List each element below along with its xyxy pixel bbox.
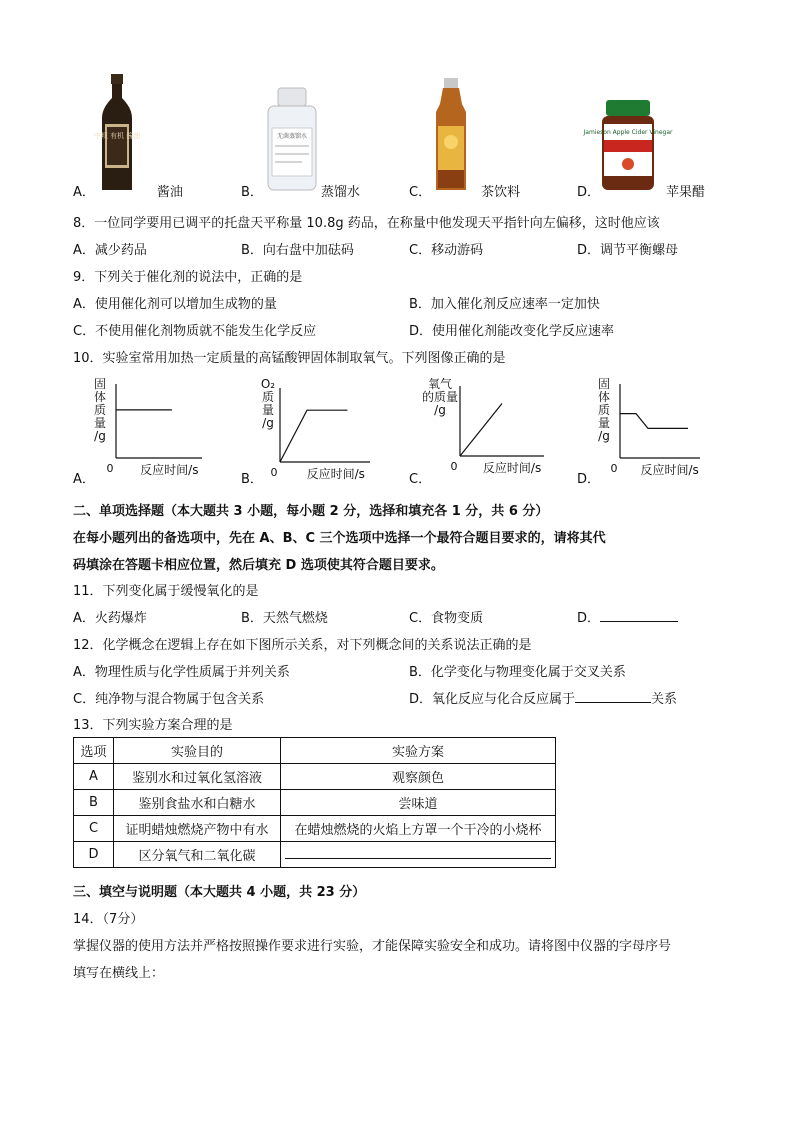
tea-drink-bottle-image (432, 78, 470, 192)
q11-stem: 11．下列变化属于缓慢氧化的是 (73, 584, 259, 599)
y-axis-label: 质 (261, 390, 275, 404)
table-header-cell: 实验方案 (281, 738, 556, 764)
q7-option-a: A． 酱油 (73, 185, 183, 200)
q14-number: 14．（7分） (73, 912, 144, 927)
y-axis-label: /g (262, 416, 274, 430)
apple-vinegar-bottle-image (583, 100, 673, 192)
origin-label: 0 (270, 466, 278, 479)
q8-option-a: A．减少药品 (73, 243, 147, 258)
q14-text-2: 填写在横线上： (73, 966, 165, 981)
q11-option-b: B．天然气燃烧 (241, 611, 328, 626)
vinegar-bottle-label: Jamieson Apple Cider Vinegar (583, 129, 673, 136)
table-cell: 观察颜色 (281, 764, 556, 790)
y-axis-label: 固 (93, 377, 107, 391)
q7-option-d: D． 苹果醋 (577, 185, 706, 200)
x-axis-label: 反应时间/s (306, 467, 365, 481)
q10-letter-b: B． (241, 472, 263, 487)
origin-label: 0 (450, 460, 458, 473)
water-bottle-label: 无菌蒸馏水 (276, 133, 308, 140)
q9-stem: 9．下列关于催化剂的说法中，正确的是 (73, 270, 303, 285)
y-axis-label: /g (434, 403, 446, 417)
y-axis-label: /g (94, 429, 106, 443)
q9-option-a: A．使用催化剂可以增加生成物的量 (73, 297, 277, 312)
data-line (280, 410, 348, 462)
table-header-cell: 选项 (74, 738, 114, 764)
x-axis-label: 反应时间/s (640, 463, 699, 477)
table-cell: 区分氧气和二氧化碳 (114, 842, 281, 868)
table-cell: C (74, 816, 114, 842)
table-row (74, 790, 556, 816)
y-axis-label: 质 (597, 403, 611, 417)
section3-title: 三、填空与说明题（本大题共 4 小题，共 23 分） (73, 885, 366, 900)
table-row (74, 842, 556, 868)
q10-graph-c (421, 377, 551, 478)
q10-stem: 10．实验室常用加热一定质量的高锰酸钾固体制取氧气。下列图像正确的是 (73, 351, 506, 366)
table-cell (281, 842, 556, 868)
table-header-cell: 实验目的 (114, 738, 281, 764)
y-axis-label: /g (598, 429, 610, 443)
q13-stem: 13．下列实验方案合理的是 (73, 718, 233, 733)
data-line (460, 404, 502, 457)
section2-instruction-2: 码填涂在答题卡相应位置，然后填充 D 选项使其符合题目要求。 (73, 558, 444, 573)
y-axis-label: 量 (261, 403, 275, 417)
table-cell: 尝味道 (281, 790, 556, 816)
y-axis-label: 的质量 (421, 390, 459, 404)
q7-option-b: B． 蒸馏水 (241, 185, 360, 200)
y-axis-label: 体 (597, 390, 611, 404)
q8-option-c: C．移动游码 (409, 243, 484, 258)
q8-option-d: D．调节平衡螺母 (577, 243, 679, 258)
q10-letter-c: C． (409, 472, 432, 487)
q11-answer-blank[interactable] (600, 609, 678, 622)
y-axis-label: 固 (597, 377, 611, 391)
q11-option-d: D． (577, 607, 678, 626)
y-axis-label: 氧气 (427, 377, 453, 391)
x-axis-label: 反应时间/s (482, 461, 542, 475)
q10-letter-d: D． (577, 472, 601, 487)
table-cell: D (74, 842, 114, 868)
y-axis-label: 体 (93, 390, 107, 404)
q12-option-a: A．物理性质与化学性质属于并列关系 (73, 665, 290, 680)
origin-label: 0 (610, 462, 618, 475)
q14-text-1: 掌握仪器的使用方法并严格按照操作要求进行实验，才能保障实验安全和成功。请将图中仪器的字母序号 (73, 939, 672, 954)
table-cell: 鉴别水和过氧化氢溶液 (114, 764, 281, 790)
table-cell: 鉴别食盐水和白糖水 (114, 790, 281, 816)
y-axis-label: 量 (597, 416, 611, 430)
q12-option-c: C．纯净物与混合物属于包含关系 (73, 692, 265, 707)
section2-instruction-1: 在每小题列出的备选项中，先在 A、B、C 三个选项中选择一个最符合题目要求的，请将其代 (73, 531, 606, 546)
data-line (620, 414, 688, 429)
q13-answer-blank[interactable] (285, 846, 551, 859)
section2-title: 二、单项选择题（本大题共 3 小题，每小题 2 分，选择和填充各 1 分，共 6 分） (73, 504, 549, 519)
y-axis-label: 质 (93, 403, 107, 417)
q9-option-c: C．不使用催化剂物质就不能发生化学反应 (73, 324, 317, 339)
x-axis-label: 反应时间/s (140, 463, 199, 477)
y-axis-label: O₂ (260, 377, 276, 391)
q12-stem: 12．化学概念在逻辑上存在如下图所示关系，对下列概念间的关系说法正确的是 (73, 638, 532, 653)
origin-label: 0 (106, 462, 114, 475)
q13-experiment-table (73, 737, 556, 868)
q12-answer-blank[interactable] (575, 690, 651, 703)
table-cell: A (74, 764, 114, 790)
table-cell: B (74, 790, 114, 816)
q7-option-c: C． 茶饮料 (409, 185, 521, 200)
q11-option-a: A．火药爆炸 (73, 611, 147, 626)
q9-option-d: D．使用催化剂能改变化学反应速率 (409, 324, 615, 339)
table-row (74, 816, 556, 842)
table-cell: 在蜡烛燃烧的火焰上方罩一个干冷的小烧杯 (281, 816, 556, 842)
q12-option-d: D．氧化反应与化合反应属于 关系 (409, 692, 678, 707)
table-header-row (74, 738, 556, 764)
q10-graph-b (258, 377, 378, 481)
y-axis-label: 量 (93, 416, 107, 430)
table-row (74, 764, 556, 790)
soy-bottle-label: 中坝 有机 酱油 (93, 132, 141, 140)
table-cell: 证明蜡烛燃烧产物中有水 (114, 816, 281, 842)
q10-graph-d (594, 378, 704, 478)
q10-graph-a (90, 378, 210, 478)
distilled-water-bottle-image (266, 88, 318, 192)
q8-stem: 8．一位同学要用已调平的托盘天平称量 10.8g 药品，在称量中他发现天平指针向左偏移，这时他应该 (73, 216, 660, 231)
soy-sauce-bottle-image (93, 74, 141, 192)
q10-letter-a: A． (73, 472, 95, 487)
q9-option-b: B．加入催化剂反应速率一定加快 (409, 297, 600, 312)
q11-option-c: C．食物变质 (409, 611, 484, 626)
q8-option-b: B．向右盘中加砝码 (241, 243, 354, 258)
q12-option-b: B．化学变化与物理变化属于交叉关系 (409, 665, 626, 680)
